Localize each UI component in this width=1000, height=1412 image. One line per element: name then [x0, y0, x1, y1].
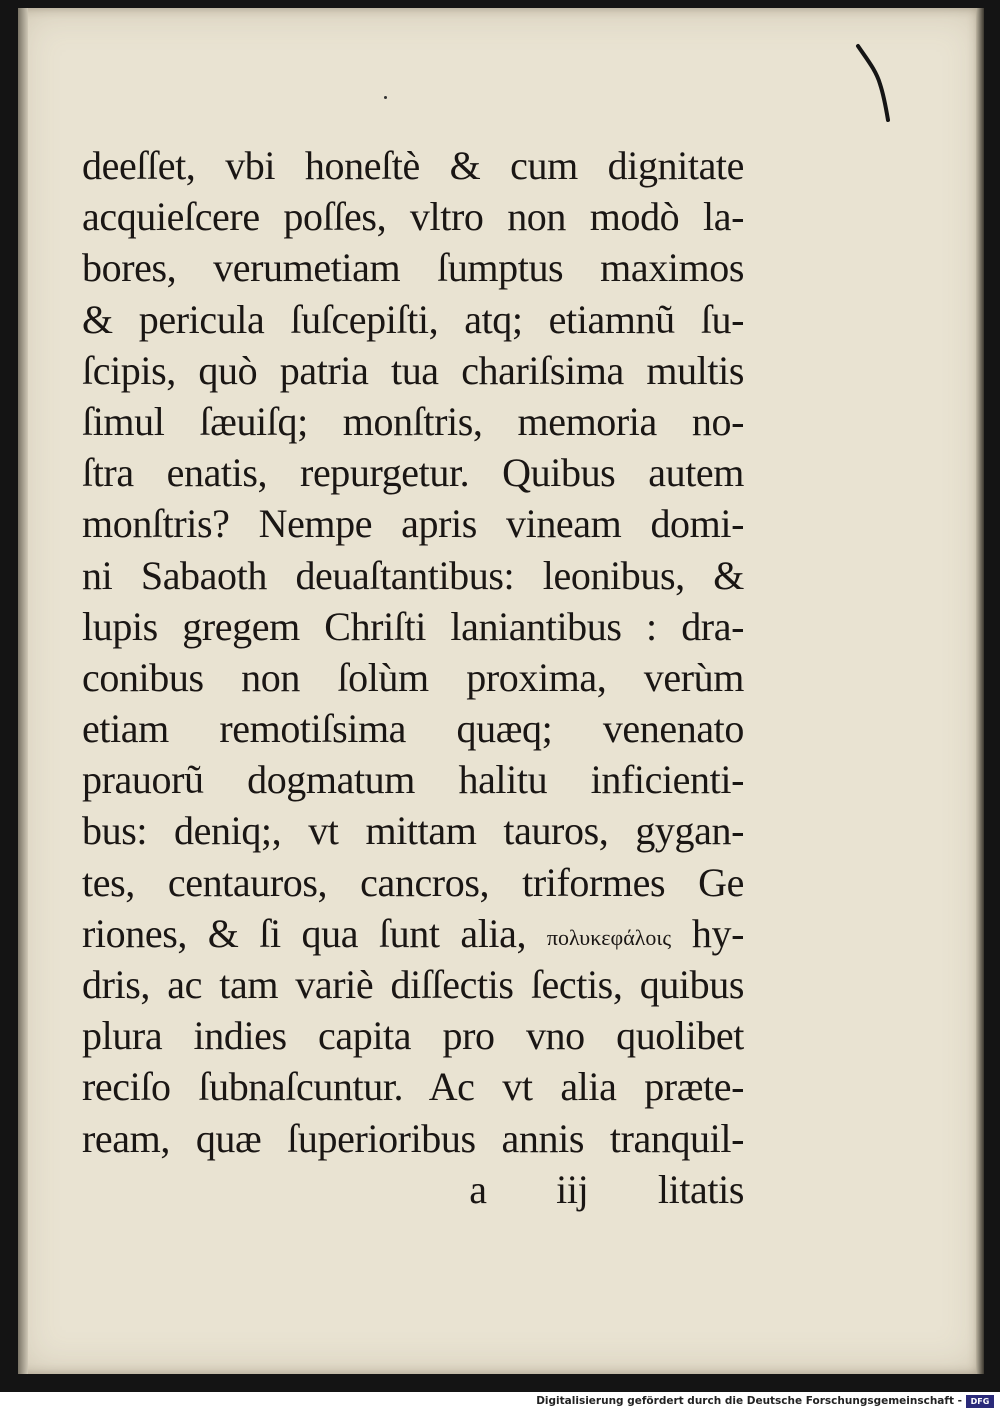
text-line: monſtris? Nempe apris vineam domi-	[82, 501, 744, 547]
dfg-logo: DFG	[966, 1395, 994, 1408]
ink-speck	[384, 96, 387, 99]
text-line-segment: hy-	[691, 910, 744, 956]
text-line: ream, quæ ſuperioribus annis tranquil-	[82, 1115, 744, 1161]
text-line: prauorũ dogmatum halitu inficienti-	[82, 757, 744, 803]
text-line: reciſo ſubnaſcuntur. Ac vt alia præte-	[82, 1064, 744, 1110]
text-line: lupis gregem Chriſti laniantibus : dra-	[82, 603, 744, 649]
catchword: litatis	[657, 1166, 744, 1212]
text-line: conibus non ſolùm proxima, verùm	[82, 654, 744, 700]
text-line: tes, centauros, cancros, triformes Ge	[82, 859, 744, 905]
text-line: ni Sabaoth deuaſtantibus: leonibus, &	[82, 552, 744, 598]
text-line: etiam remotiſsima quæq; venenato	[82, 706, 744, 752]
text-line: acquieſcere poſſes, vltro non modò la-	[82, 194, 744, 240]
page-gutter-edge	[18, 8, 28, 1374]
handwritten-folio-mark	[852, 40, 892, 124]
text-line: bus: deniq;, vt mittam tauros, gygan-	[82, 808, 744, 854]
body-text	[82, 140, 744, 1215]
text-line: ſtra enatis, repurgetur. Quibus autem	[82, 450, 744, 496]
text-line-with-greek	[82, 908, 744, 959]
text-line: bores, verumetiam ſumptus maximos	[82, 245, 744, 291]
page-right-edge	[976, 8, 984, 1374]
signature-mark: a	[469, 1166, 487, 1212]
text-line: dris, ac tam variè diſſectis ſectis, quibus	[82, 962, 744, 1007]
signature-number: iij	[556, 1166, 589, 1212]
greek-word: πολυκεφάλοις	[546, 925, 672, 951]
text-line: & pericula ſuſcepiſti, atq; etiamnũ ſu-	[82, 296, 744, 342]
text-line: plura indies capita pro vno quolibet	[82, 1013, 744, 1059]
funding-credit: Digitalisierung gefördert durch die Deutsche Forschungsgemeinschaft -	[536, 1395, 962, 1407]
text-line: ſimul ſæuiſq; monſtris, memoria no-	[82, 398, 744, 444]
text-line-segment: riones, & ſi qua ſunt alia,	[82, 910, 527, 956]
text-line: deeſſet, vbi honeſtè & cum dignitate	[82, 143, 744, 188]
signature-line	[82, 1164, 744, 1215]
footer-bar	[0, 1392, 1000, 1412]
text-line: ſcipis, quò patria tua chariſsima multis	[82, 347, 744, 393]
